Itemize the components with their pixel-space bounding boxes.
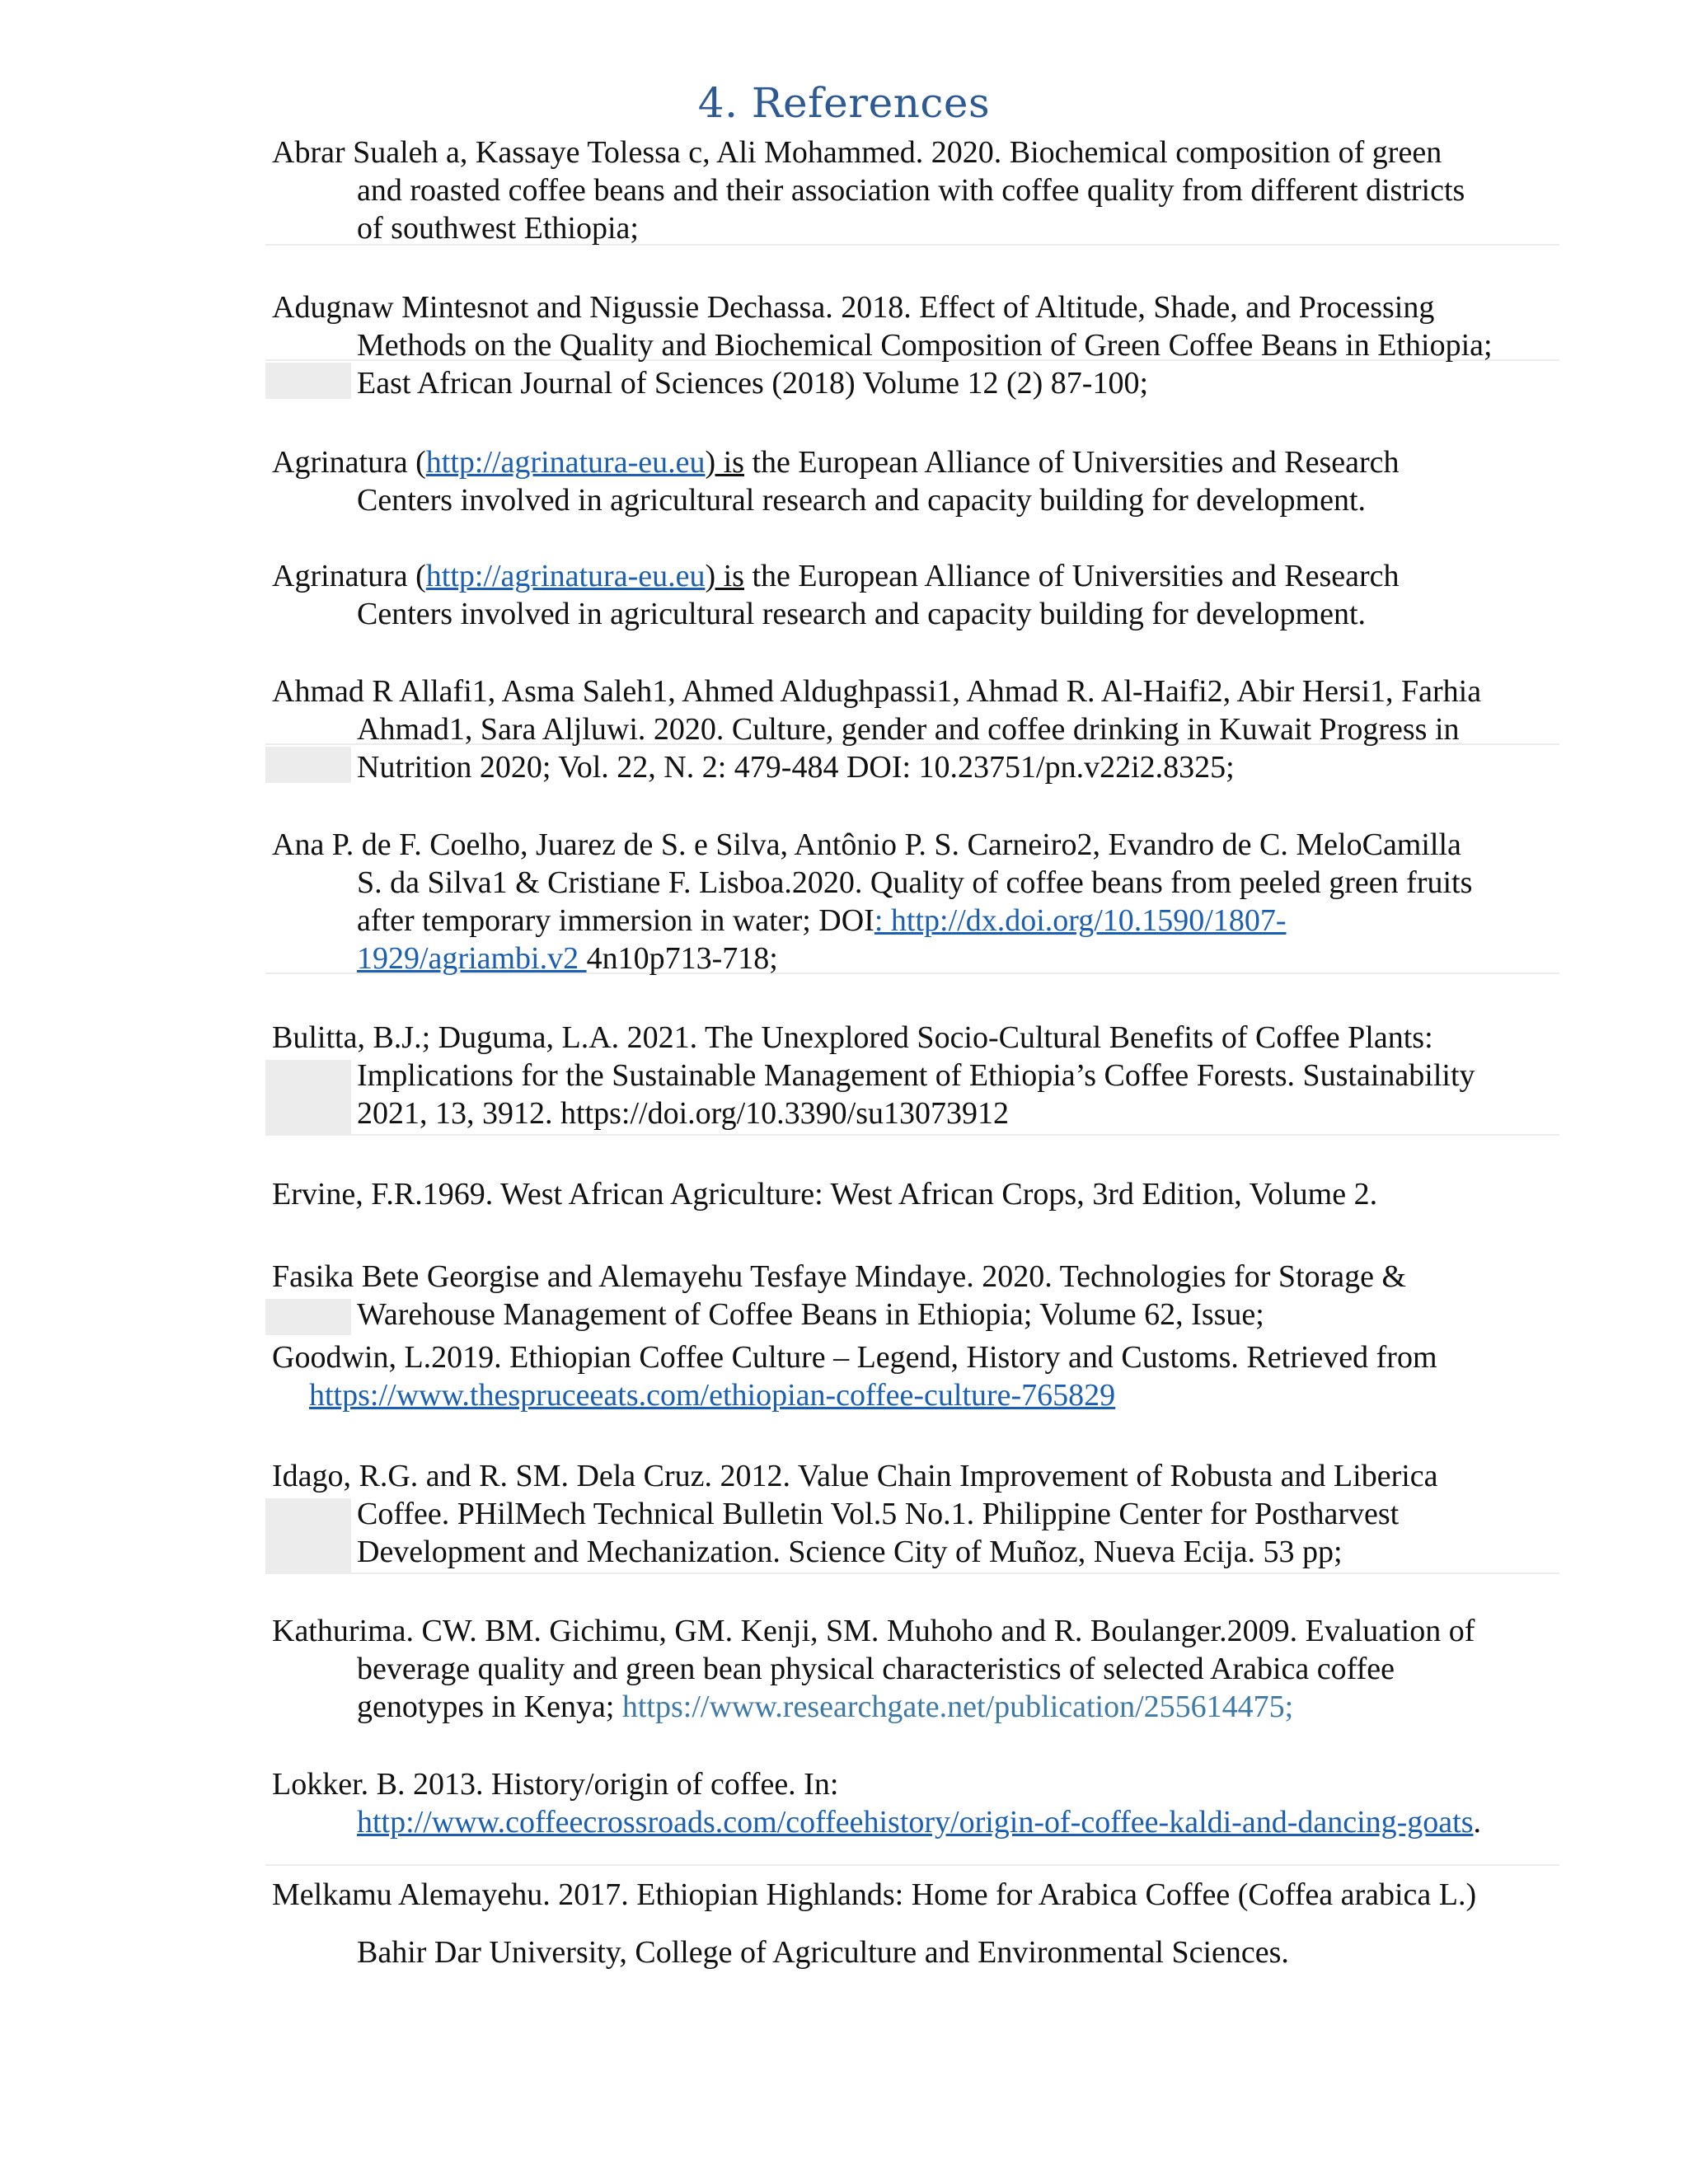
reference-line: Warehouse Management of Coffee Beans in Ethiopia; Volume 62, Issue; [357, 1297, 1264, 1332]
reference-line: Methods on the Quality and Biochemical Composition of Green Coffee Beans in Ethiopia; [357, 328, 1493, 363]
reference-line: East African Journal of Sciences (2018) Volume 12 (2) 87-100; [357, 366, 1149, 401]
reference-line: Abrar Sualeh a, Kassaye Tolessa c, Ali Mohammed. 2020. Biochemical composition of green [272, 135, 1442, 170]
reference-line: Goodwin, L.2019. Ethiopian Coffee Culture – Legend, History and Customs. Retrieved from [272, 1340, 1437, 1375]
reference-line [272, 902, 1558, 940]
reference-line: Ervine, F.R.1969. West African Agriculture: West African Crops, 3rd Edition, Volume 2. [272, 1177, 1378, 1212]
reference-entry [272, 1019, 1558, 1132]
reference-line: Centers involved in agricultural research and capacity building for development. [357, 483, 1367, 518]
reference-line: Fasika Bete Georgise and Alemayehu Tesfaye Mindaye. 2020. Technologies for Storage & [272, 1259, 1407, 1294]
reference-line: 2021, 13, 3912. https://doi.org/10.3390/su13073912 [357, 1096, 1010, 1131]
researchgate-link[interactable]: https://www.researchgate.net/publication/255614475; [621, 1690, 1294, 1724]
agrinatura-link[interactable]: http://agrinatura-eu.eu [425, 445, 706, 480]
reference-line [272, 940, 1558, 977]
reference-line [272, 1803, 1558, 1841]
reference-entry [272, 443, 1558, 519]
reference-text: the European Alliance of Universities and Research [743, 445, 1400, 480]
reference-entry [272, 673, 1558, 786]
reference-line: Ahmad R Allafi1, Asma Saleh1, Ahmed Aldughpassi1, Ahmad R. Al-Haifi2, Abir Hersi1, Farhia [272, 674, 1482, 709]
reference-line: Adugnaw Mintesnot and Nigussie Dechassa. 2018. Effect of Altitude, Shade, and Processing [272, 290, 1435, 325]
reference-text: after temporary immersion in water; DOI [357, 903, 874, 938]
reference-line [272, 443, 1558, 481]
reference-line: Bulitta, B.J.; Duguma, L.A. 2021. The Unexplored Socio-Cultural Benefits of Coffee Plants: [272, 1020, 1433, 1055]
reference-line: Kathurima. CW. BM. Gichimu, GM. Kenji, SM. Muhoho and R. Boulanger.2009. Evaluation of [272, 1614, 1475, 1648]
reference-entry [272, 826, 1558, 977]
divider [265, 1572, 1559, 1574]
reference-line: Implications for the Sustainable Management of Ethiopia’s Coffee Forests. Sustainability [357, 1058, 1475, 1093]
agrinatura-link[interactable]: http://agrinatura-eu.eu [425, 559, 706, 593]
reference-text: . [1473, 1805, 1482, 1840]
reference-line: beverage quality and green bean physical characteristics of selected Arabica coffee [357, 1652, 1395, 1686]
reference-line: Ana P. de F. Coelho, Juarez de S. e Silva, Antônio P. S. Carneiro2, Evandro de C. MeloCamilla [272, 827, 1461, 862]
reference-line: Bahir Dar University, College of Agriculture and Environmental Sciences. [357, 1935, 1289, 1970]
reference-line: Lokker. B. 2013. History/origin of coffee. In: [272, 1767, 839, 1802]
reference-line: Ahmad1, Sara Aljluwi. 2020. Culture, gender and coffee drinking in Kuwait Progress in [357, 712, 1460, 747]
page-title: 4. References [697, 79, 991, 127]
coffeecrossroads-link[interactable]: http://www.coffeecrossroads.com/coffeehistory/origin-of-coffee-kaldi-and-dancing-goats [357, 1805, 1474, 1840]
reference-line [272, 557, 1558, 595]
reference-entry [272, 288, 1558, 402]
reference-line [272, 1688, 1558, 1726]
reference-text: genotypes in Kenya; [357, 1690, 622, 1724]
reference-line: S. da Silva1 & Cristiane F. Lisboa.2020. Quality of coffee beans from peeled green fruits [357, 865, 1473, 900]
reference-entry [272, 1457, 1558, 1571]
reference-line: of southwest Ethiopia; [357, 211, 639, 246]
reference-text: Agrinatura ( [272, 559, 426, 593]
reference-entry [272, 1338, 1558, 1414]
reference-entry [272, 1765, 1558, 1841]
doi-link[interactable]: : http://dx.doi.org/10.1590/1807- [874, 903, 1287, 938]
reference-entry [272, 557, 1558, 633]
reference-line [272, 1376, 1558, 1414]
spruce-eats-link[interactable]: https://www.thespruceeats.com/ethiopian-coffee-culture-765829 [309, 1378, 1116, 1413]
reference-text: ) is [705, 445, 744, 480]
reference-line: and roasted coffee beans and their association with coffee quality from different districts [357, 173, 1465, 208]
reference-text: the European Alliance of Universities and Research [743, 559, 1400, 593]
reference-text: ) is [705, 559, 744, 593]
reference-line: Nutrition 2020; Vol. 22, N. 2: 479-484 DOI: 10.23751/pn.v22i2.8325; [357, 750, 1235, 785]
reference-entry [272, 1612, 1558, 1726]
doi-link[interactable]: 1929/agriambi.v2 [357, 941, 587, 976]
reference-text: 4n10p713-718; [586, 941, 778, 976]
reference-entry [272, 1258, 1558, 1333]
reference-text: Agrinatura ( [272, 445, 426, 480]
reference-entry [272, 1876, 1558, 1971]
reference-line: Melkamu Alemayehu. 2017. Ethiopian Highlands: Home for Arabica Coffee (Coffea arabica L.) [272, 1877, 1477, 1912]
reference-entry [272, 1175, 1558, 1213]
reference-line: Coffee. PHilMech Technical Bulletin Vol.5 No.1. Philippine Center for Postharvest [357, 1497, 1400, 1531]
reference-entry [272, 134, 1558, 247]
reference-line: Centers involved in agricultural research and capacity building for development. [357, 597, 1367, 631]
divider [265, 1864, 1559, 1866]
divider [265, 1134, 1559, 1136]
reference-line: Development and Mechanization. Science City of Muñoz, Nueva Ecija. 53 pp; [357, 1535, 1343, 1569]
reference-line: Idago, R.G. and R. SM. Dela Cruz. 2012. Value Chain Improvement of Robusta and Liberica [272, 1459, 1438, 1493]
